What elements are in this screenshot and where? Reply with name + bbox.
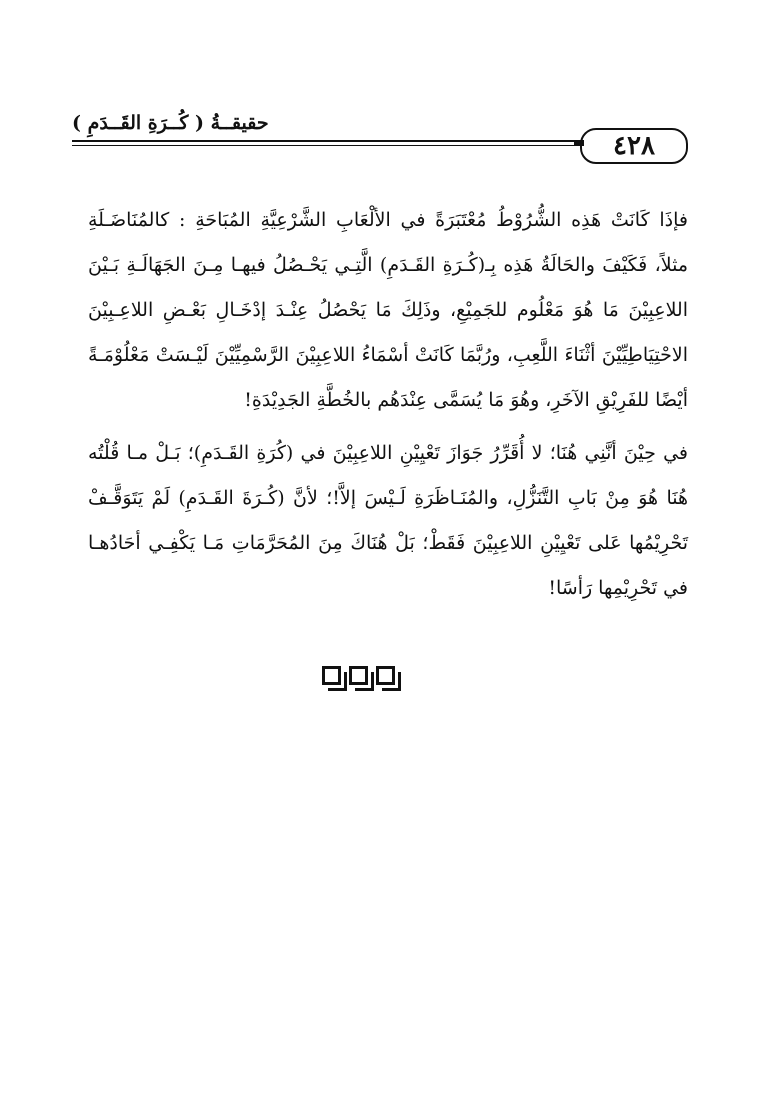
page-number-frame — [580, 128, 688, 164]
ornament-square-icon — [349, 666, 368, 685]
ornament-square-icon — [376, 666, 395, 685]
page-number: ٤٢٨ — [613, 131, 655, 161]
running-title: حقيقــةُ ( كُــرَةِ القَــدَمِ ) — [72, 112, 269, 134]
section-end-ornament — [322, 666, 395, 685]
paragraph-2: في حِيْنَ أنَّنِي هُنَا؛ لا أُقَرِّرُ جَوَازَ تَعْيِيْنِ اللاعِبِيْنَ في (كُرَةِ القَـدَمِ)؛ بَـلْ مـا قُلْتُه هُنَا هُوَ مِنْ بَابِ التَّنَزُّلِ، والمُنَـاظَرَةِ لَـيْسَ إلاَّ!؛ لأنَّ (كُـرَةَ القَـدَمِ) لَمْ يَتَوَقَّـفْ تَحْرِيْمُها عَلى تَعْيِيْنِ اللاعِبِيْنَ فَقَطْ؛ بَلْ هُنَاكَ مِنَ المُحَرَّمَاتِ مَـا يَكْفِـي أحَادُهـا في تَحْرِيْمِها رَأسًا! — [88, 442, 688, 599]
header-rule — [72, 140, 584, 146]
paragraph-1: فإذَا كَانَتْ هَذِه الشُّرُوْطُ مُعْتَبَرَةً في الألْعَابِ الشَّرْعِيَّةِ المُبَاحَةِ : كالمُنَاضَـلَةِ مثلاً، فَكَيْفَ والحَالَةُ هَذِه بِـ(كُـرَةِ القَـدَمِ) الَّتِـي يَحْـصُلُ فيهـا مِـنَ الجَهَالَـةِ بَـيْنَ اللاعِبِيْنَ مَا هُوَ مَعْلُوم للجَمِيْعِ، وذَلِكَ مَا يَحْصُلُ عِنْـدَ إدْخَـالِ بَعْـضِ اللاعِـبِيْنَ الاحْتِيَاطِيِّيْنَ أثْنَاءَ اللَّعِبِ، ورُبَّمَا كَانَتْ أسْمَاءُ اللاعِبِيْنَ الرَّسْمِيِّيْنَ لَيْـسَتْ مَعْلُوْمَـةً أيْضًا للفَرِيْقِ الآخَرِ، وهُوَ مَا يُسَمَّى عِنْدَهُم بالخُطَّةِ الجَدِيْدَةِ! — [88, 209, 688, 411]
ornament-square-icon — [322, 666, 341, 685]
body-text — [88, 198, 688, 619]
page-header — [72, 112, 688, 162]
